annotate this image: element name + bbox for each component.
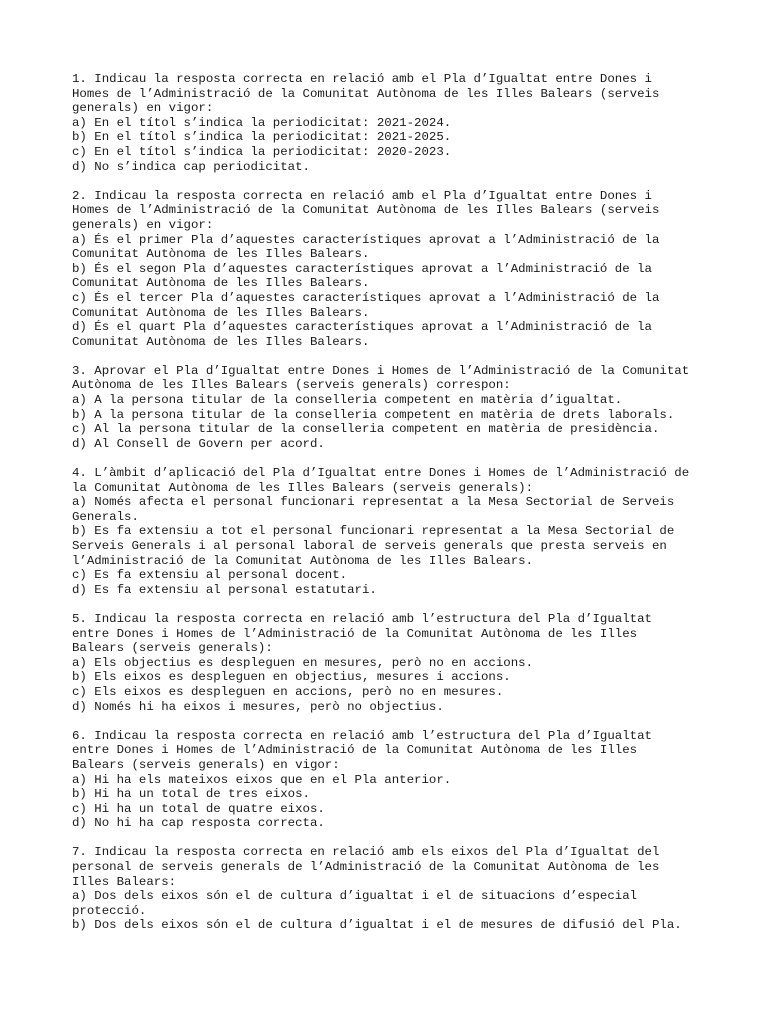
question-line: la Comunitat Autònoma de les Illes Balears (serveis generals): (72, 480, 534, 495)
question-line: a) Els objectius es despleguen en mesures, però no en accions. (72, 655, 534, 670)
question-line: b) És el segon Pla d’aquestes característiques aprovat a l’Administració de la (72, 261, 652, 276)
question-line: Comunitat Autònoma de les Illes Balears. (72, 276, 370, 291)
question-7 (72, 845, 702, 933)
question-line: personal de serveis generals de l’Administració de la Comunitat Autònoma de les (72, 860, 660, 875)
question-line: Autònoma de les Illes Balears (serveis generals) correspon: (72, 378, 511, 393)
question-line: Comunitat Autònoma de les Illes Balears. (72, 247, 370, 262)
question-5 (72, 612, 702, 714)
question-line: Generals. (72, 509, 139, 524)
question-line: d) No hi ha cap resposta correcta. (72, 816, 325, 831)
question-line: a) A la persona titular de la conselleria competent en matèria d’igualtat. (72, 393, 623, 408)
question-line: b) Els eixos es despleguen en objectius, mesures i accions. (72, 670, 511, 685)
question-line: generals) en vigor: (72, 101, 214, 116)
question-line: 6. Indicau la resposta correcta en relació amb l’estructura del Pla d’Igualtat (72, 728, 652, 743)
question-line: 2. Indicau la resposta correcta en relació amb el Pla d’Igualtat entre Dones i (72, 188, 652, 203)
question-line: a) Només afecta el personal funcionari representat a la Mesa Sectorial de Serveis (72, 495, 675, 510)
document-body (72, 72, 702, 948)
question-line: protecció. (72, 903, 147, 918)
question-line: Homes de l’Administració de la Comunitat Autònoma de les Illes Balears (serveis (72, 86, 660, 101)
question-line: a) Dos dels eixos són el de cultura d’igualtat i el de situacions d’especial (72, 889, 638, 904)
question-line: b) En el títol s’indica la periodicitat: 2021-2025. (72, 130, 452, 145)
question-line: 3. Aprovar el Pla d’Igualtat entre Dones i Homes de l’Administració de la Comunitat (72, 363, 690, 378)
question-line: entre Dones i Homes de l’Administració de la Comunitat Autònoma de les Illes (72, 743, 638, 758)
question-line: 5. Indicau la resposta correcta en relació amb l’estructura del Pla d’Igualtat (72, 611, 652, 626)
question-line: d) Es fa extensiu al personal estatutari. (72, 582, 377, 597)
question-line: c) Es fa extensiu al personal docent. (72, 568, 348, 583)
question-line: 1. Indicau la resposta correcta en relació amb el Pla d’Igualtat entre Dones i (72, 72, 652, 86)
question-line: Illes Balears: (72, 874, 177, 889)
question-line: d) És el quart Pla d’aquestes característiques aprovat a l’Administració de la (72, 320, 652, 335)
question-line: c) En el títol s’indica la periodicitat: 2020-2023. (72, 144, 452, 159)
question-line: generals) en vigor: (72, 217, 214, 232)
question-line: 4. L’àmbit d’aplicació del Pla d’Igualtat entre Dones i Homes de l’Administració de (72, 466, 690, 481)
question-line: d) Al Consell de Govern per acord. (72, 436, 325, 451)
question-line: c) És el tercer Pla d’aquestes característiques aprovat a l’Administració de la (72, 290, 660, 305)
question-line: a) Hi ha els mateixos eixos que en el Pla anterior. (72, 772, 452, 787)
question-line: d) Només hi ha eixos i mesures, però no objectius. (72, 699, 444, 714)
question-line: Balears (serveis generals): (72, 641, 273, 656)
question-1 (72, 72, 702, 174)
question-line: l’Administració de la Comunitat Autònoma de les Illes Balears. (72, 553, 534, 568)
question-line: c) Hi ha un total de quatre eixos. (72, 801, 325, 816)
question-line: Homes de l’Administració de la Comunitat Autònoma de les Illes Balears (serveis (72, 203, 660, 218)
question-line: 7. Indicau la resposta correcta en relació amb els eixos del Pla d’Igualtat del (72, 845, 660, 860)
question-line: a) És el primer Pla d’aquestes característiques aprovat a l’Administració de la (72, 232, 660, 247)
question-line: a) En el títol s’indica la periodicitat: 2021-2024. (72, 115, 452, 130)
question-line: Comunitat Autònoma de les Illes Balears. (72, 305, 370, 320)
question-line: Balears (serveis generals) en vigor: (72, 757, 340, 772)
question-6 (72, 729, 702, 831)
question-3 (72, 364, 702, 452)
question-line: c) Els eixos es despleguen en accions, però no en mesures. (72, 684, 504, 699)
question-line: c) Al la persona titular de la conselleria competent en matèria de presidència. (72, 422, 660, 437)
question-line: b) Hi ha un total de tres eixos. (72, 787, 310, 802)
question-line: Comunitat Autònoma de les Illes Balears. (72, 334, 370, 349)
question-line: b) Es fa extensiu a tot el personal funcionari representat a la Mesa Sectorial de (72, 524, 675, 539)
question-2 (72, 189, 702, 350)
question-line: b) Dos dels eixos són el de cultura d’igualtat i el de mesures de difusió del Pla. (72, 918, 682, 933)
question-line: Serveis Generals i al personal laboral de serveis generals que presta serveis en (72, 539, 667, 553)
question-line: b) A la persona titular de la conselleria competent en matèria de drets laborals. (72, 407, 675, 422)
question-line: entre Dones i Homes de l’Administració de la Comunitat Autònoma de les Illes (72, 626, 638, 641)
question-4 (72, 466, 702, 597)
question-line: d) No s’indica cap periodicitat. (72, 159, 310, 174)
